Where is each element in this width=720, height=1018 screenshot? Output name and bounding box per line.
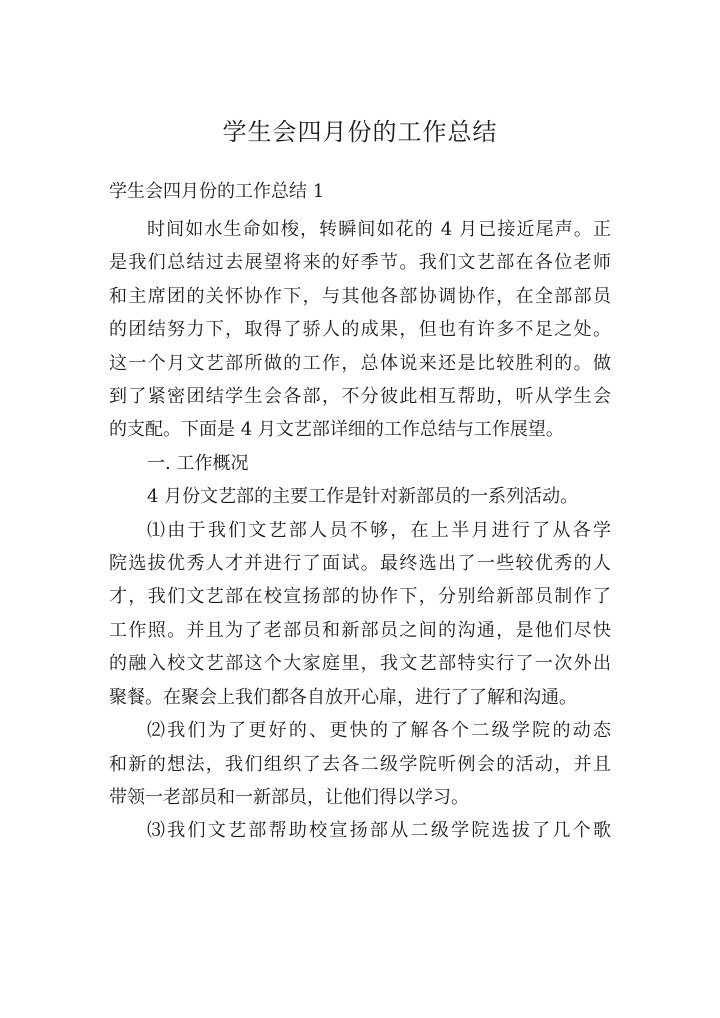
document-body xyxy=(109,213,611,848)
text-line: ⑴由于我们文艺部人员不够，在上半月进行了从各学 xyxy=(147,519,611,541)
text-line: 这一个月文艺部所做的工作，总体说来还是比较胜利的。做 xyxy=(109,352,611,374)
text-line: 和新的想法，我们组织了去各二级学院听例会的活动，并且 xyxy=(109,753,611,775)
paragraph-2-heading xyxy=(109,447,611,480)
paragraph-1 xyxy=(109,213,611,447)
text-line: 和主席团的关怀协作下，与其他各部协调协作，在全部部员 xyxy=(109,285,611,307)
subsection-heading: 一. 工作概况 xyxy=(147,452,249,474)
text-line: 工作照。并且为了老部员和新部员之间的沟通，是他们尽快 xyxy=(109,619,611,641)
text-line: 院选拔优秀人才并进行了面试。最终选出了一些较优秀的人 xyxy=(109,553,611,575)
section-heading: 学生会四月份的工作总结 1 xyxy=(109,181,325,202)
text-line: 到了紧密团结学生会各部，不分彼此相互帮助，听从学生会 xyxy=(109,386,611,408)
document-title: 学生会四月份的工作总结 xyxy=(222,118,498,146)
paragraph-5 xyxy=(109,714,611,814)
paragraph-3 xyxy=(109,480,611,513)
paragraph-4 xyxy=(109,514,611,714)
text-line: 的支配。下面是 4 月文艺部详细的工作总结与工作展望。 xyxy=(109,419,564,441)
text-line: 4 月份文艺部的主要工作是针对新部员的一系列活动。 xyxy=(147,486,579,508)
text-line: 的融入校文艺部这个大家庭里，我文艺部特实行了一次外出 xyxy=(109,653,611,675)
text-line: 时间如水生命如梭，转瞬间如花的 4 月已接近尾声。正 xyxy=(147,219,611,240)
text-line: ⑶我们文艺部帮助校宣扬部从二级学院选拔了几个歌 xyxy=(147,820,611,842)
text-line: 才，我们文艺部在校宣扬部的协作下，分别给新部员制作了 xyxy=(109,586,611,608)
text-line: 的团结努力下，取得了骄人的成果，但也有许多不足之处。 xyxy=(109,319,611,341)
paragraph-6 xyxy=(109,814,611,847)
text-line: ⑵我们为了更好的、更快的了解各个二级学院的动态 xyxy=(147,720,611,742)
text-line: 聚餐。在聚会上我们都各自放开心扉，进行了了解和沟通。 xyxy=(109,686,577,708)
text-line: 带领一老部员和一新部员，让他们得以学习。 xyxy=(109,786,469,808)
text-line: 是我们总结过去展望将来的好季节。我们文艺部在各位老师 xyxy=(109,252,611,274)
